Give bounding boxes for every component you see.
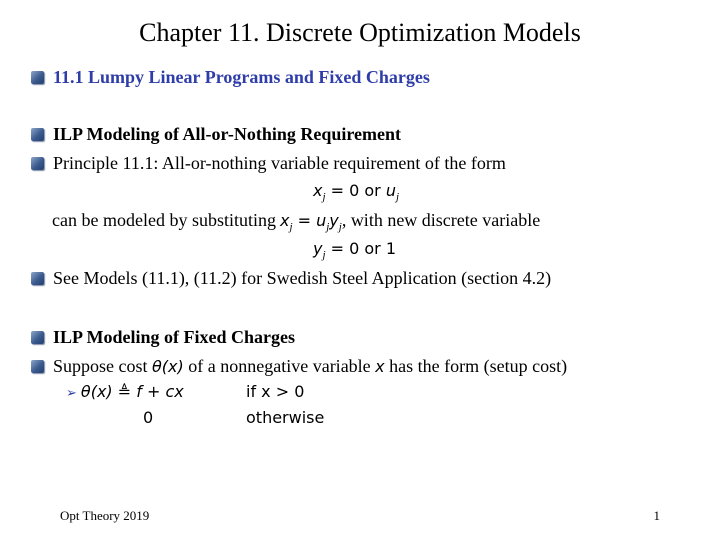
equation-x-or-u: $x_j = 0$ or $u_j$ — [313, 181, 400, 203]
footer-course-label: Opt Theory 2019 — [60, 508, 150, 523]
setup-cost-text: Suppose cost θ(x) of a nonnegative variable x has the form (setup cost) — [53, 356, 568, 376]
swedish-steel-text: See Models (11.1), (11.2) for Swedish Steel Application (section 4.2) — [53, 268, 552, 288]
bullet-section-heading — [31, 67, 430, 88]
square-bullet-icon — [31, 272, 44, 285]
bullet-principle — [31, 153, 506, 174]
piecewise-condition-otherwise: otherwise — [246, 408, 325, 427]
all-or-nothing-heading-text: ILP Modeling of All-or-Nothing Requirement — [53, 124, 401, 144]
bullet-setup-cost — [31, 356, 567, 377]
footer-page-number: 1 — [653, 508, 660, 523]
square-bullet-icon — [31, 331, 44, 344]
bullet-all-or-nothing-heading — [31, 124, 401, 145]
piecewise-lhs: ➢ θ(x) ≜ f + cx — [66, 382, 184, 401]
bullet-swedish-steel — [31, 268, 551, 289]
square-bullet-icon — [31, 128, 44, 141]
square-bullet-icon — [31, 71, 44, 84]
substitution-line: can be modeled by substituting $x_j = u_jy_j$, with new discrete variable — [52, 210, 541, 233]
piecewise-zero: 0 — [143, 408, 154, 427]
equation-y-binary: $y_j = 0$ or 1 — [313, 239, 397, 261]
square-bullet-icon — [31, 360, 44, 373]
fixed-charges-heading-text: ILP Modeling of Fixed Charges — [53, 327, 295, 347]
section-heading-text: 11.1 Lumpy Linear Programs and Fixed Charges — [53, 67, 430, 87]
principle-text: Principle 11.1: All-or-nothing variable requirement of the form — [53, 153, 506, 173]
arrow-bullet-icon: ➢ — [66, 385, 77, 400]
bullet-fixed-charges-heading — [31, 327, 295, 348]
square-bullet-icon — [31, 157, 44, 170]
piecewise-condition-positive: if x > 0 — [246, 382, 305, 401]
slide-title: Chapter 11. Discrete Optimization Models — [139, 18, 581, 47]
